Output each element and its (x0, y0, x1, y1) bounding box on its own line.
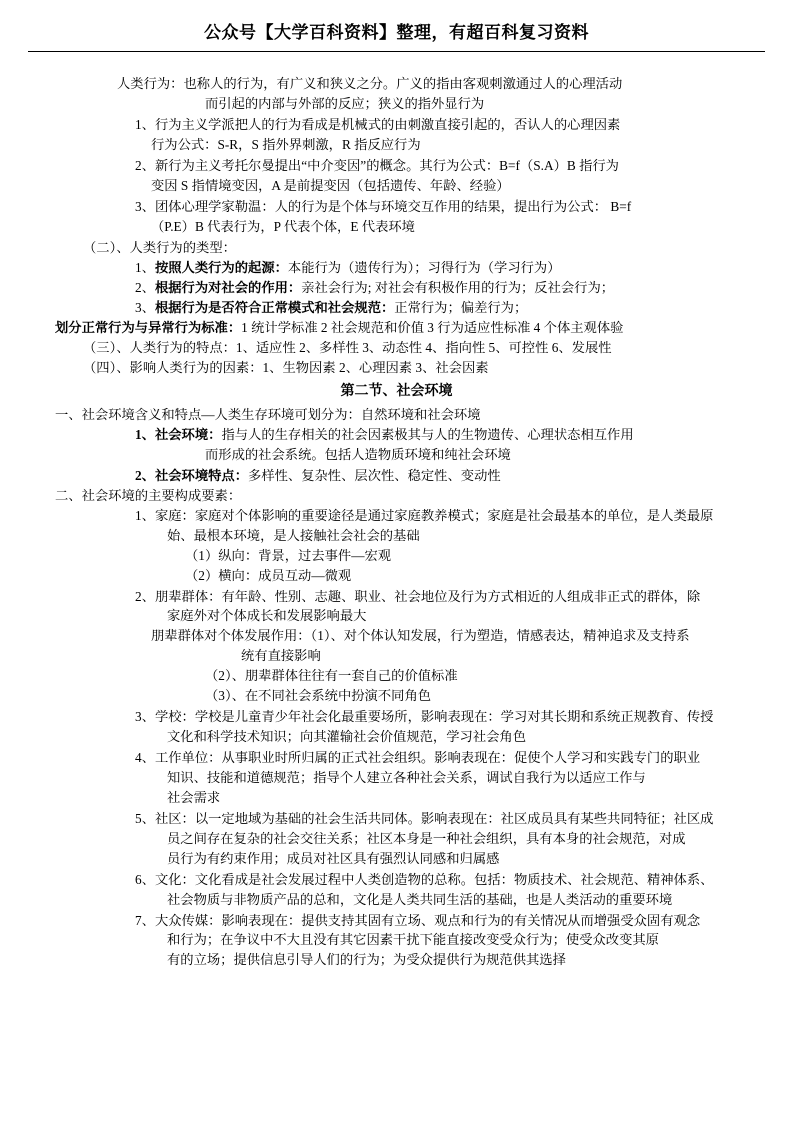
criteria-label: 划分正常行为与异常行为标准： (55, 320, 242, 336)
section-two-item-2-text: 亲社会行为; 对社会有积极作用的行为；反社会行为； (301, 280, 615, 296)
section-three-text: 人类行为的特点：1、适应性 2、多样性 3、动态性 4、指向性 5、可控性 6、发展性 (129, 340, 612, 356)
top-item-3-marker: 3、 (135, 198, 155, 214)
part-two-item-2-extra-2: 统有直接影响 (241, 648, 321, 664)
section-two-item-1-text: 本能行为（遗传行为）；习得行为（学习行为） (287, 260, 561, 276)
part-one-item-1-line-1: 指与人的生存相关的社会因素极其与人的生物遗传、心理状态相互作用 (221, 427, 634, 442)
part-two-item-1-line-1: 家庭对个体影响的重要途径是通过家庭教养模式；家庭是社会最基本的单位，是人类最原 (194, 507, 714, 523)
part-two-item-1-sub-2: （2）横向：成员互动—微观 (185, 567, 352, 583)
top-item-2-marker-line (135, 156, 738, 176)
part-one-item-1-head (135, 425, 738, 445)
criteria-text: 1 统计学标准 2 社会规范和价值 3 行为适应性标准 4 个体主观体验 (241, 320, 624, 336)
top-item-1-marker-line (135, 115, 738, 135)
section-two-item-3-marker: 3、 (135, 300, 155, 316)
part-two-item-7-line-2: 和行为；在争议中不大且没有其它因素干扰下能直接改变受众行为；使受众改变其原 (167, 932, 659, 948)
section-two-marker: （二）、 (83, 239, 130, 255)
top-item-2 (55, 156, 738, 196)
part-two-item-7-term: 大众传媒： (154, 912, 222, 928)
section-two-item-1-marker: 1、 (135, 260, 155, 276)
criteria-line (55, 318, 738, 338)
part-two-item-2 (55, 587, 738, 707)
section-four-text: 影响人类行为的因素：1、生物因素 2、心理因素 3、社会因素 (129, 360, 489, 376)
part-two-item-6-line-1: 文化看成是社会发展过程中人类创造物的总称。包括：物质技术、社会规范、精神体系、 (194, 871, 714, 887)
part-two-item-4-marker: 4、 (135, 750, 155, 765)
part-two-item-3 (55, 707, 738, 747)
top-item-2-line-1: 新行为主义考托尔曼提出“中介变因”的概念。其行为公式：B=f（S.A）B 指行为 (154, 157, 619, 173)
top-item-1-line-2: 行为公式：S-R，S 指外界刺激，R 指反应行为 (151, 136, 421, 152)
section-two-item-1-label: 按照人类行为的起源： (154, 260, 288, 276)
section-two-item-1 (135, 258, 738, 278)
part-two-item-6 (55, 870, 738, 910)
top-item-3-marker-line (135, 197, 738, 217)
part-two-item-2-extra-head (151, 626, 738, 646)
part-two-item-7-line-3: 有的立场；提供信息引导人们的行为；为受众提供行为规范供其选择 (167, 952, 566, 968)
intro-line-2: 而引起的内部与外部的反应；狭义的指外显行为 (205, 95, 485, 111)
part-one-item-1-label: 社会环境： (154, 427, 222, 442)
section-two-title: 人类行为的类型： (129, 239, 236, 255)
page-header-banner: 公众号【大学百科资料】整理，有超百科复习资料 (204, 23, 589, 42)
part-two-line (55, 486, 738, 506)
part-two-item-1-head (135, 506, 738, 526)
part-two-item-5-line-2: 员之间存在复杂的社会交往关系；社区本身是一种社会组织，具有本身的社会规范，对成 (167, 830, 686, 846)
part-one-item-2 (135, 466, 738, 486)
part-one-item-2-text: 多样性、复杂性、层次性、稳定性、变动性 (248, 467, 501, 483)
section-two-item-3-text: 正常行为；偏差行为； (394, 300, 528, 316)
part-two-item-5-line-3: 员行为有约束作用；成员对社区具有强烈认同感和归属感 (167, 850, 500, 866)
part-two-item-5-head (135, 809, 738, 829)
part-two-item-5-marker: 5、 (135, 810, 155, 826)
part-two-item-4-line-1: 从事职业时所归属的正式社会组织。影响表现在：促使个人学习和实践专门的职业 (221, 750, 701, 765)
part-two-item-3-line-2: 文化和科学技术知识；向其灌输社会价值规范，学习社会角色 (167, 729, 527, 745)
part-one-item-2-marker: 2、 (135, 467, 155, 483)
section-two-heading-line (83, 238, 738, 258)
section-two-item-3-label: 根据行为是否符合正常模式和社会规范： (154, 300, 395, 316)
part-two-item-4-head (135, 748, 738, 768)
section-four-line (83, 358, 738, 378)
section-four-marker: （四）、 (83, 360, 130, 376)
document-content (0, 52, 793, 970)
top-item-1-line-1: 行为主义学派把人的行为看成是机械式的由刺激直接引起的，否认人的心理因素 (154, 116, 621, 132)
part-two-item-6-term: 文化： (154, 871, 195, 887)
part-one-item-2-label: 社会环境特点： (154, 467, 249, 483)
part-two-item-7-head (135, 911, 738, 931)
intro-text-1: 也称人的行为，有广义和狭义之分。广义的指由客观刺激通过人的心理活动 (183, 76, 623, 91)
top-item-3-line-1: 团体心理学家勒温：人的行为是个体与环境交互作用的结果，提出行为公式： B=f (154, 198, 632, 214)
intro-line-1 (117, 74, 738, 94)
part-two-item-1-line-2: 始、最根本环境，是人接触社会社会的基础 (167, 527, 420, 543)
part-two-item-2-extra-lead: 朋辈群体对个体发展作用： (151, 628, 311, 644)
part-two-item-2-extra-3: （2）、朋辈群体往往有一套自己的价值标准 (205, 668, 458, 684)
part-two-item-5-term: 社区： (154, 810, 195, 826)
part-two-item-1-sub-1: （1）纵向：背景，过去事件—宏观 (185, 547, 392, 563)
part-two-item-6-line-2: 社会物质与非物质产品的总和，文化是人类共同生活的基础，也是人类活动的重要环境 (167, 891, 673, 907)
part-two-item-2-line-1: 有年龄、性别、志趣、职业、社会地位及行为方式相近的人组成非正式的群体，除 (221, 588, 701, 604)
part-two-item-7 (55, 911, 738, 971)
section-two-item-3 (135, 298, 738, 318)
part-two-item-2-extra-4: （3）、在不同社会系统中扮演不同角色 (205, 688, 432, 704)
part-two-text: 社会环境的主要构成要素： (81, 487, 242, 503)
part-two-item-5 (55, 809, 738, 869)
part-two-item-2-term: 朋辈群体： (154, 588, 222, 604)
part-two-item-2-head (135, 587, 738, 607)
part-two-item-3-line-1: 学校是儿童青少年社会化最重要场所，影响表现在：学习对其长期和系统正规教育、传授 (194, 709, 714, 725)
section-three-line (83, 338, 738, 358)
part-two-item-3-term: 学校： (154, 709, 195, 725)
top-item-1-marker: 1、 (135, 116, 155, 132)
part-two-item-2-line-2: 家庭外对个体成长和发展影响最大 (167, 608, 367, 624)
part-two-item-7-marker: 7、 (135, 912, 155, 928)
top-item-1 (55, 115, 738, 155)
part-two-item-6-marker: 6、 (135, 871, 155, 887)
part-two-item-4-line-2: 知识、技能和道德规范；指导个人建立各种社会关系，调试自我行为以适应工作与 (167, 769, 646, 785)
part-two-item-4-line-3: 社会需求 (167, 789, 221, 805)
part-one-line (55, 405, 738, 425)
intro-term: 人类行为： (117, 76, 184, 91)
top-item-3-line-2: （P.E）B 代表行为，P 代表个体，E 代表环境 (151, 218, 415, 234)
part-two-item-1-term: 家庭： (154, 507, 195, 523)
part-two-item-1 (55, 506, 738, 586)
part-two-item-7-line-1: 影响表现在：提供支持其固有立场、观点和行为的有关情况从而增强受众固有观念 (221, 912, 701, 928)
top-item-3 (55, 197, 738, 237)
part-one-marker: 一、 (55, 407, 82, 423)
section-three-marker: （三）、 (83, 340, 130, 356)
top-item-2-marker: 2、 (135, 157, 155, 173)
part-two-item-3-head (135, 707, 738, 727)
section-heading: 第二节、社会环境 (340, 384, 453, 400)
part-two-marker: 二、 (55, 487, 82, 503)
part-one-item-1-line-2: 而形成的社会系统。包括人造物质环境和纯社会环境 (205, 446, 511, 462)
part-one-text: 社会环境含义和特点—人类生存环境可划分为：自然环境和社会环境 (81, 407, 481, 423)
section-two-item-2-marker: 2、 (135, 280, 155, 296)
part-two-item-3-marker: 3、 (135, 709, 155, 725)
part-two-item-2-extra-1: （1）、对个体认知发展，行为塑造，情感表达，精神追求及支持系 (310, 628, 690, 644)
section-two-item-2-label: 根据行为对社会的作用： (154, 280, 302, 296)
part-two-item-1-marker: 1、 (135, 507, 155, 523)
intro-block (55, 74, 738, 114)
section-two-item-2 (135, 278, 738, 298)
section-two-heading (55, 238, 738, 258)
part-two-item-4 (55, 748, 738, 808)
part-two-item-4-term: 工作单位： (154, 750, 222, 765)
part-one-item-1 (55, 425, 738, 465)
part-one-item-1-marker: 1、 (135, 427, 155, 442)
part-two-item-2-marker: 2、 (135, 588, 155, 604)
part-two-item-6-head (135, 870, 738, 890)
part-two-item-5-line-1: 以一定地域为基础的社会生活共同体。影响表现在：社区成员具有某些共同特征；社区成 (194, 810, 714, 826)
top-item-2-line-2: 变因 S 指情境变因，A 是前提变因（包括遗传、年龄、经验） (151, 177, 510, 193)
